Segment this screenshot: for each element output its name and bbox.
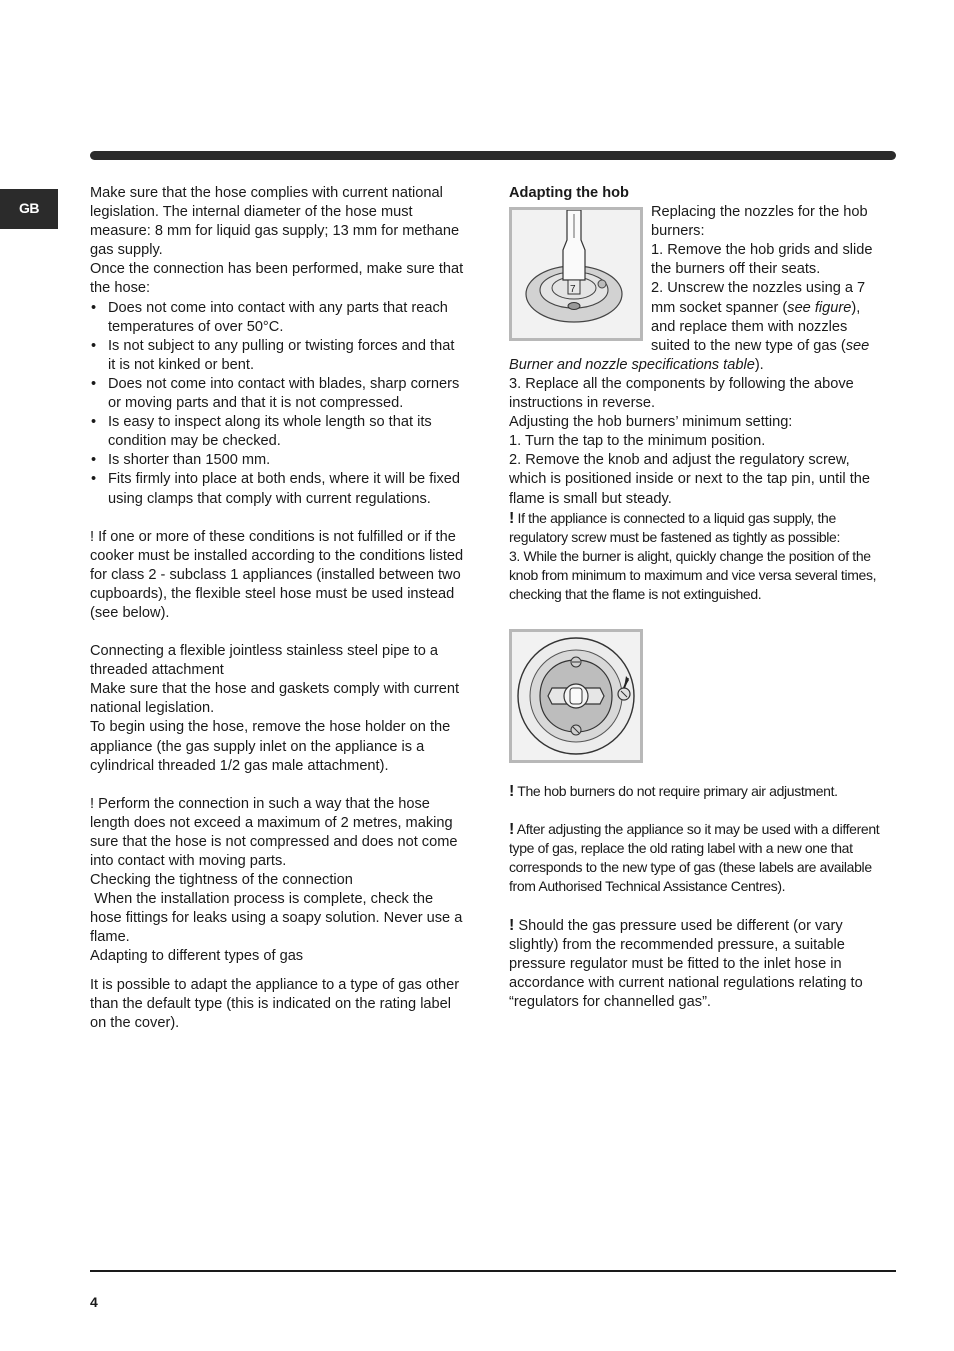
right-column <box>509 184 883 1012</box>
steel-pipe-heading: Connecting a flexible jointless stainless steel pipe to a threaded attachment <box>90 643 439 679</box>
nozzle-spanner-figure <box>509 207 643 341</box>
regulatory-screw-illustration <box>512 632 640 760</box>
adapting-hob-heading: Adapting the hob <box>509 185 629 201</box>
page-number: 4 <box>90 1294 98 1310</box>
list-item: • Does not come into contact with blades, sharp corners or moving parts and that it is not compressed. <box>90 375 464 413</box>
list-item: • Is easy to inspect along its whole length so that its condition may be checked. <box>90 413 464 451</box>
list-item: • Does not come into contact with any parts that reach temperatures of over 50°C. <box>90 299 464 337</box>
gas-types-heading: Adapting to different types of gas <box>90 948 304 965</box>
rating-label-note: ! After adjusting the appliance so it may be used with a different type of gas, replace the old rating label with a new one that corresponds to the new type of gas (these labels are available from Authorised Technical Assistance Centres). <box>509 821 880 895</box>
nozzle-step-1: 1. Remove the hob grids and slide the burners off their seats. <box>651 242 873 278</box>
language-tab: GB <box>0 189 58 229</box>
spanner-burner-illustration <box>512 210 640 338</box>
hose-requirements-list <box>90 299 464 509</box>
list-item: • Is shorter than 1500 mm. <box>90 451 464 470</box>
minimum-step-2: 2. Remove the knob and adjust the regulatory screw, which is positioned inside or next to the tap pin, until the flame is small but steady. <box>509 452 871 507</box>
tightness-heading: Checking the tightness of the connection <box>90 872 353 889</box>
gas-adapt-text: It is possible to adapt the appliance to a type of gas other than the default type (this is indicated on the rating label on the cover). <box>90 976 460 1031</box>
primary-air-note: ! The hob burners do not require primary air adjustment. <box>509 783 838 801</box>
left-column <box>90 184 467 1033</box>
nozzle-step-3: 3. Replace all the components by following the above instructions in reverse. <box>509 375 854 412</box>
minimum-step-1: 1. Turn the tap to the minimum position. <box>509 433 766 450</box>
conditions-warning: ! If one or more of these conditions is not fulfilled or if the cooker must be installed according to the conditions listed for class 2 - subclass 1 appliances (installed between two cupboards), the flexible steel hose must be used instead (see below). <box>90 528 464 621</box>
pressure-regulator-note: ! Should the gas pressure used be different (or vary slightly) from the recommended pressure, a suitable pressure regulator must be fitted to the inlet hose in accordance with current national regulations relating to “regulators for channelled gas”. <box>509 916 863 1010</box>
list-item: • Fits firmly into place at both ends, where it will be fixed using clamps that comply with current regulations. <box>90 470 464 508</box>
nozzle-replace-intro: Replacing the nozzles for the hob burners: <box>651 204 868 240</box>
minimum-step-3: 3. While the burner is alight, quickly change the position of the knob from minimum to maximum and vice versa several times, checking that the flame is not extinguished. <box>509 547 877 602</box>
hose-check-intro: Once the connection has been performed, make sure that the hose: <box>90 261 464 297</box>
top-header-bar <box>90 151 896 160</box>
tap-knob-figure <box>509 629 643 763</box>
svg-text:7: 7 <box>570 284 576 296</box>
hose-holder-text: To begin using the hose, remove the hose holder on the appliance (the gas supply inlet on the appliance is a cylindrical threaded 1/2 gas male attachment). <box>90 719 451 774</box>
minimum-setting-heading: Adjusting the hob burners’ minimum setting: <box>509 414 793 431</box>
gasket-legislation-text: Make sure that the hose and gaskets comply with current national legislation. <box>90 681 460 717</box>
footer-rule <box>90 1270 896 1272</box>
hose-length-warning: ! Perform the connection in such a way that the hose length does not exceed a maximum of 2 metres, making sure that the hose is not compressed and does not come into contact with moving parts. <box>90 795 458 869</box>
list-item: • Is not subject to any pulling or twisting forces and that it is not kinked or bent. <box>90 337 464 375</box>
liquid-gas-warning: ! If the appliance is connected to a liquid gas supply, the regulatory screw must be fastened as tightly as possible: <box>509 509 841 545</box>
hose-legislation-text: Make sure that the hose complies with current national legislation. The internal diameter of the hose must measure: 8 mm for liquid gas supply; 13 mm for methane gas supply. <box>90 185 460 259</box>
nozzle-step-2: 2. Unscrew the nozzles using a 7 mm socket spanner (see figure), and replace them with nozzles suited to the new type of gas (see Burner and nozzle specifications table). <box>509 280 870 373</box>
leak-check-text: When the installation process is complete, check the hose fittings for leaks using a soapy solution. Never use a flame. <box>90 891 467 946</box>
